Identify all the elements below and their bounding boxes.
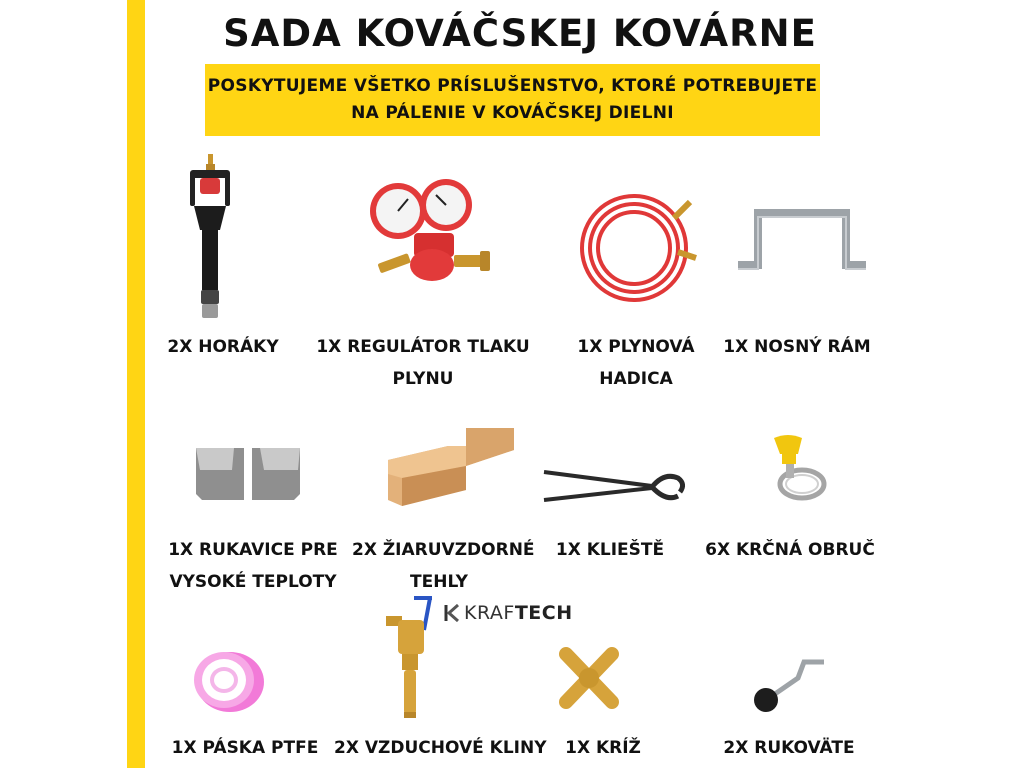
item-caption-cross: 1X KRÍŽ (565, 738, 641, 758)
crank-handle-icon (748, 656, 828, 714)
item-caption-hose-clamp: 6X KRČNÁ OBRUČ (705, 540, 875, 560)
air-valve-icon (380, 594, 436, 720)
burner-icon (180, 150, 240, 325)
cross-fitting-icon (556, 644, 622, 712)
support-frame-icon (734, 205, 870, 271)
yellow-side-stripe (127, 0, 145, 768)
item-caption-air-valves: 2X VZDUCHOVÉ KLINY (334, 738, 547, 758)
item-caption-fire-bricks: 2X ŽIARUVZDORNÉ TEHLY (352, 540, 535, 592)
item-caption-gloves: 1X RUKAVICE PRE VYSOKÉ TEPLOTY (168, 540, 338, 592)
kraftech-logo-text: KRAFTECH (464, 602, 573, 624)
fire-brick-icon (382, 420, 518, 508)
item-caption-handles: 2X RUKOVÄTE (723, 738, 855, 758)
gas-hose-icon (578, 188, 702, 306)
item-caption-tongs: 1X KLIEŠTĚ (555, 540, 665, 560)
subtitle-line-1: POSKYTUJEME VŠETKO PRÍSLUŠENSTVO, KTORÉ POTREBUJETE (207, 76, 818, 96)
tongs-icon (540, 462, 688, 506)
item-caption-ptfe-tape: 1X PÁSKA PTFE (171, 738, 319, 758)
gloves-icon (194, 444, 304, 504)
ptfe-tape-icon (188, 640, 270, 718)
item-caption-gas-hose: 1X PLYNOVÁ HADICA (577, 337, 695, 389)
subtitle-line-2: NA PÁLENIE V KOVÁČSKEJ DIELNI (351, 103, 674, 123)
item-caption-burners: 2X HORÁKY (167, 337, 279, 357)
item-caption-regulator: 1X REGULÁTOR TLAKU PLYNU (316, 337, 530, 389)
kraftech-logo-mark-icon (444, 604, 460, 622)
page-title: SADA KOVÁČSKEJ KOVÁRNE (223, 12, 817, 55)
hose-clamp-icon (762, 432, 832, 502)
subtitle-banner (205, 64, 820, 136)
pressure-regulator-icon (362, 175, 497, 290)
item-caption-frame: 1X NOSNÝ RÁM (723, 337, 871, 357)
